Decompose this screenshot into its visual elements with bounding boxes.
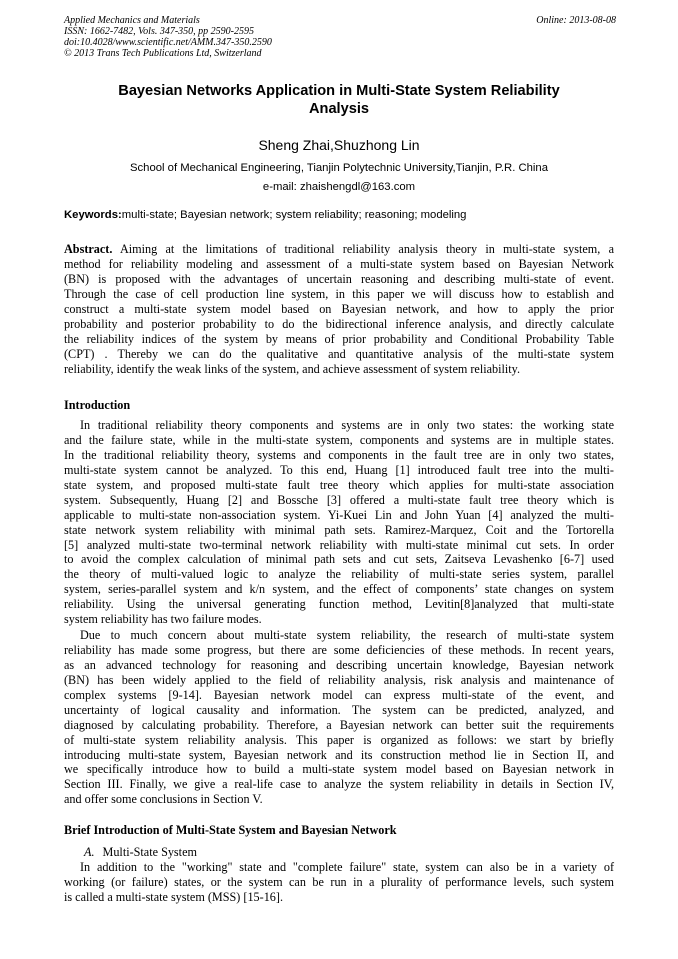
issn-line: ISSN: 1662-7482, Vols. 347-350, pp 2590-2595	[64, 26, 254, 37]
paragraph-line: (BN) has been widely applied to the field of reliability analysis, risk analysis and maintenance of	[64, 672, 614, 687]
paragraph-line: In addition to the "working" state and "complete failure" state, system can also be in a variety of	[80, 860, 614, 874]
keywords-label: Keywords:	[64, 209, 122, 221]
abstract-line: (BN) is proposed with the advantages of uncertain reasoning and describing multi-state of event.	[64, 271, 614, 286]
subsection-title: Multi-State System	[102, 845, 197, 859]
abstract-line: the reliability indices of the system by means of prior probability and Conditional Probability Table	[64, 331, 614, 346]
paragraph-line: [5] analyzed multi-state two-terminal network reliability with multi-state minimal cut sets. In order	[64, 537, 614, 552]
email: e-mail: zhaishengdl@163.com	[262, 181, 416, 193]
paragraph-line: reliability has made some progress, but there are some deficiencies of these methods. In recent years,	[64, 642, 614, 657]
affiliation: School of Mechanical Engineering, Tianjin Polytechnic University,Tianjin, P.R. China	[130, 162, 548, 174]
title-line-1: Bayesian Networks Application in Multi-State System Reliability	[118, 83, 560, 99]
subsection-a-heading	[84, 845, 197, 860]
paragraph-line: multi-state system cannot be analyzed. To this end, Huang [1] introduced fault tree into the multi-	[64, 462, 614, 477]
paragraph-line: reliability. Using the universal generating function method, Levitin[8]analyzed that multi-state	[64, 597, 614, 612]
paragraph-line: the theory of multi-valued logic to analyze the reliability of multi-state series system, parallel	[64, 567, 614, 582]
paragraph-line: In traditional reliability theory components and systems are in only two states: the working state	[80, 418, 614, 432]
abstract-line: construct a multi-state system model based on Bayesian network, and how to apply the prior	[64, 301, 614, 316]
paragraph-line: of multi-state system reliability analysis. This paper is organized as follows: we start by briefly	[64, 732, 614, 747]
abstract-line: Through the case of cell production line system, in this paper we will discuss how to establish and	[64, 286, 614, 301]
paragraph-line: system. Subsequently, Huang [2] and Bossche [3] offered a multi-state fault tree theory which is	[64, 492, 614, 507]
subsection-label: A.	[84, 845, 95, 859]
paragraph-line: complex systems [9-14]. Bayesian network model can express multi-state of the event, and	[64, 687, 614, 702]
section-2-heading: Brief Introduction of Multi-State System and Bayesian Network	[64, 823, 397, 837]
paragraph-line: applicable to multi-state non-association system. Yi-Kuei Lin and John Yuan [4] analyzed the multi-	[64, 507, 614, 522]
abstract-line: probability and posterior probability to do the bidirectional inference analysis, and directly calculate	[64, 316, 614, 331]
paragraph-line: is called a multi-state system (MSS) [15-16].	[64, 889, 284, 904]
paragraph-line: introducing multi-state system, Bayesian network and its construction method lie in Section II, and	[64, 747, 614, 762]
paragraph-line: as an advanced technology for reasoning and describing uncertain knowledge, Bayesian network	[64, 657, 614, 672]
paragraph-line: Section III. Finally, we give a real-life case to analyze the system reliability in details in Section IV,	[64, 777, 614, 792]
paragraph-line: diagnosed by calculating probability. Therefore, a Bayesian network can better suit the requirements	[64, 717, 614, 732]
abstract-line: method for reliability modeling and assessment of a multi-state system based on Bayesian Network	[64, 256, 614, 271]
abstract-line: Abstract. Aiming at the limitations of traditional reliability analysis theory in multi-state system, a	[64, 242, 614, 256]
paragraph-line: state network system reliability with minimal path sets. Ramirez-Marquez, Coit and the Tortorella	[64, 522, 614, 537]
doi-line: doi:10.4028/www.scientific.net/AMM.347-350.2590	[64, 37, 272, 48]
abstract-line: (CPT) . Thereby we can do the qualitative and quantitative analysis of the multi-state system	[64, 346, 614, 361]
keywords-text: multi-state; Bayesian network; system reliability; reasoning; modeling	[121, 209, 467, 221]
journal-header	[64, 15, 616, 59]
paragraph-line: system, series-parallel system and k/n system, and the effect of components’ state changes on system	[64, 582, 614, 597]
paragraph-line: system reliability has two failure modes.	[64, 612, 262, 627]
paragraph-line: and offer some conclusions in Section V.	[64, 792, 263, 807]
mss-paragraph	[64, 860, 614, 905]
paragraph-line: to avoid the complex calculation of minimal path sets and cut sets, Zaitseva Levashenko [6-7] used	[64, 552, 614, 567]
abstract	[64, 242, 614, 376]
abstract-line: reliability, identify the weak links of the system, and achieve assessment of system reliability.	[64, 361, 521, 376]
introduction-paragraph-1	[64, 418, 614, 627]
paragraph-line: Due to much concern about multi-state system reliability, the research of multi-state system	[80, 628, 614, 642]
introduction-paragraph-2	[64, 628, 614, 807]
online-date: Online: 2013-08-08	[536, 15, 616, 26]
introduction-heading: Introduction	[64, 398, 131, 412]
copyright-line: © 2013 Trans Tech Publications Ltd, Switzerland	[64, 48, 262, 59]
authors: Sheng Zhai,Shuzhong Lin	[258, 137, 420, 153]
title-line-2: Analysis	[308, 101, 370, 117]
paragraph-line: In the traditional reliability theory, systems and components in the fault tree are in only two states,	[64, 447, 614, 462]
keywords	[64, 208, 614, 222]
journal-name: Applied Mechanics and Materials	[64, 15, 200, 26]
paragraph-line: state system, and proposed multi-state fault tree theory which applies for multi-state association	[64, 477, 614, 492]
paragraph-line: uncertainty of logical causality and information. The system can be predicted, analyzed, and	[64, 702, 614, 717]
paragraph-line: working (or failure) states, or the system can be run in a plurality of performance levels, such system	[64, 874, 614, 889]
paragraph-line: we specifically introduce how to build a multi-state system model based on Bayesian network in	[64, 762, 614, 777]
abstract-label: Abstract.	[64, 242, 113, 256]
paragraph-line: and the failure state, while in the multi-state system, components and systems are in multiple states.	[64, 432, 614, 447]
paper-title	[64, 82, 614, 118]
